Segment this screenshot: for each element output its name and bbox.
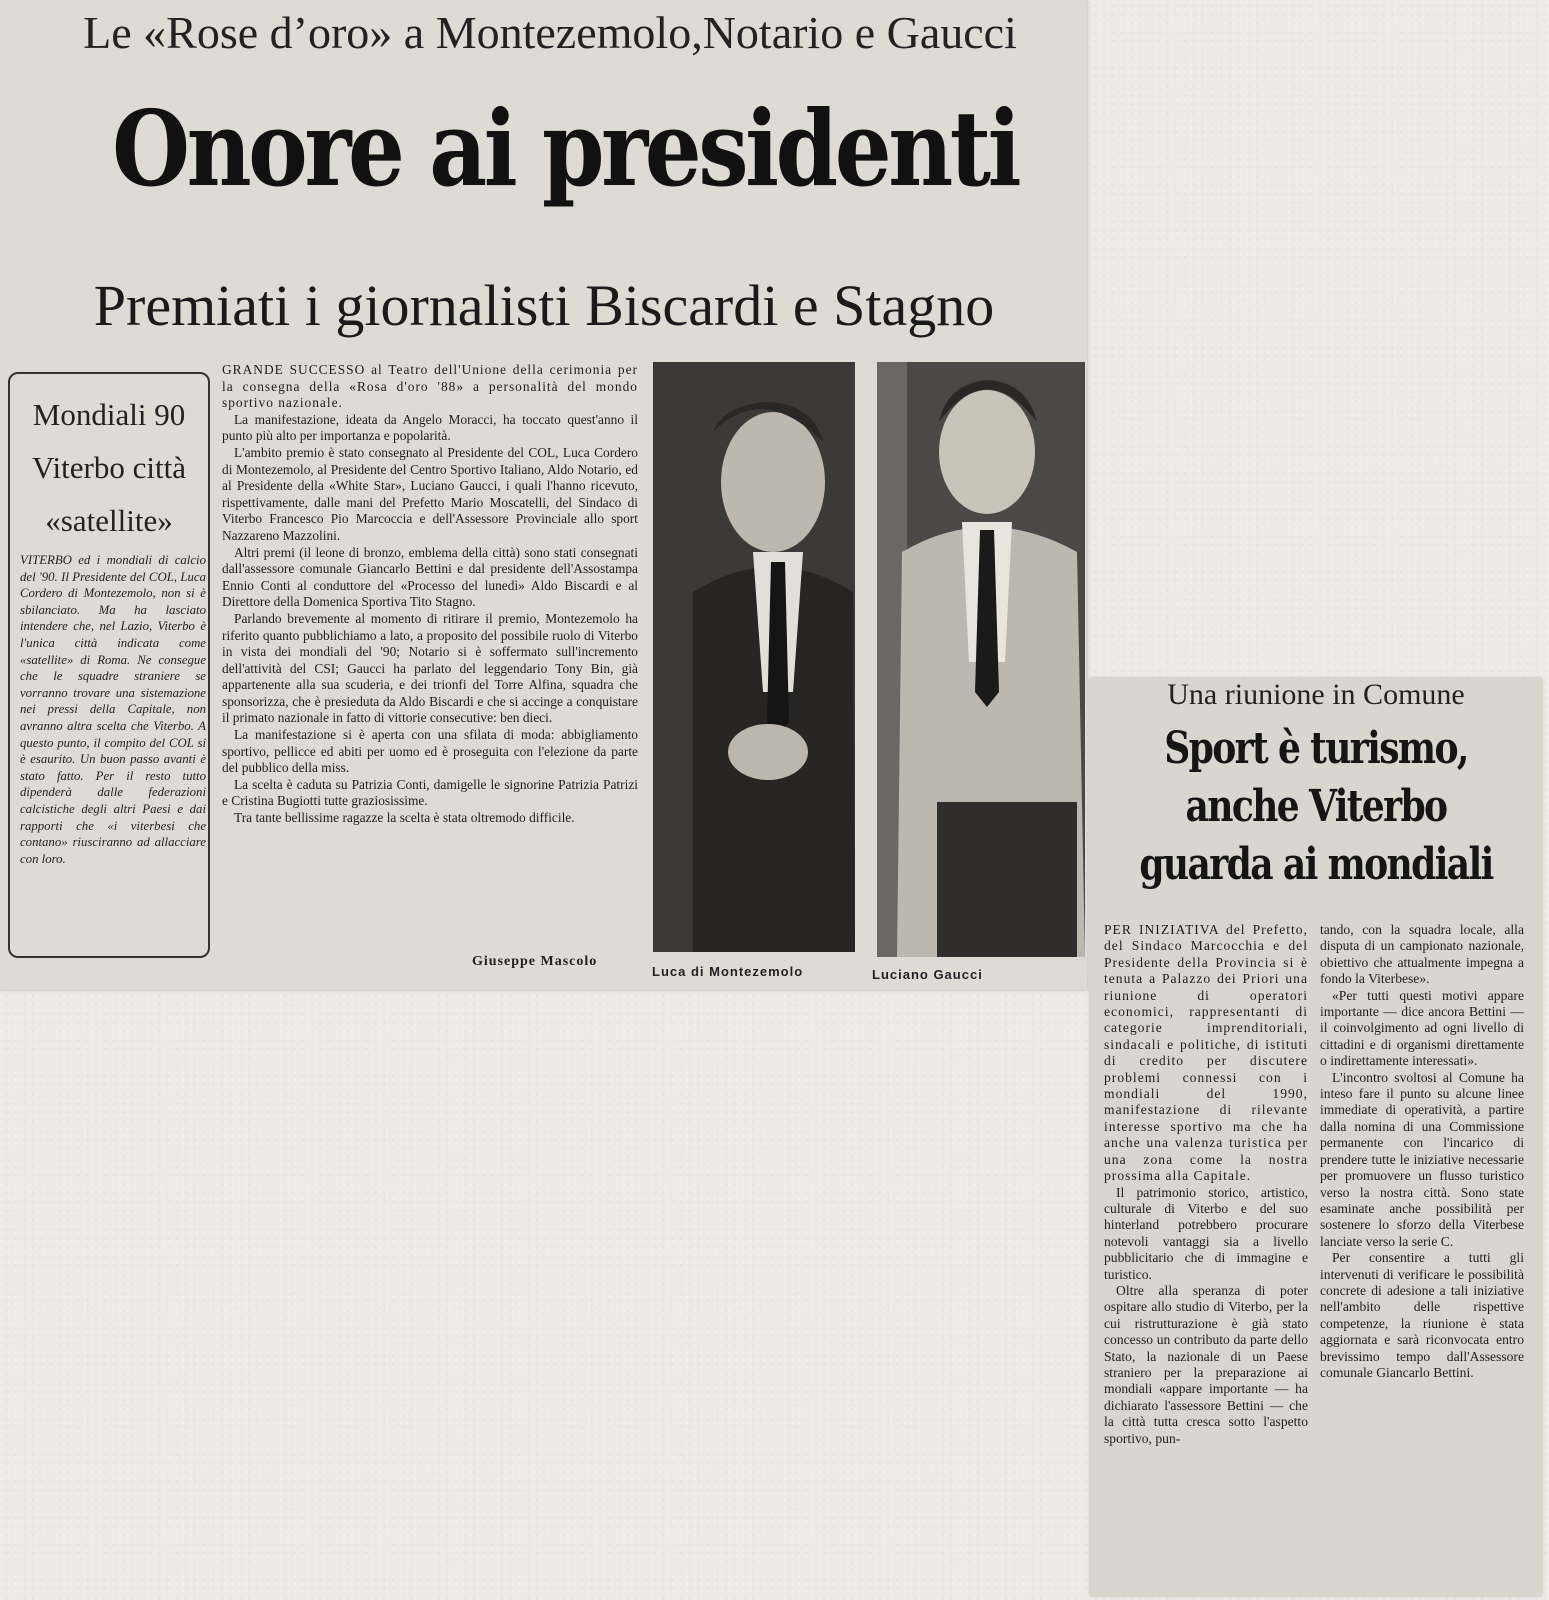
sidebar-box bbox=[8, 372, 210, 958]
article-paragraph: L'ambito premio è stato consegnato al Presidente del COL, Luca Cordero di Montezemolo, al Presidente del Centro Sportivo Italiano, Aldo Notario, ed al Presidente della «White Star», Luciano Gaucci, i quali l'hanno ricevuto, rispettivamente, dalle mani del Prefetto Mario Moscatelli, del Sindaco di Viterbo Francesco Pio Marcoccia e dell'Assessore Provinciale allo sport Nazzareno Mazzolini. bbox=[222, 444, 638, 543]
headline bbox=[1090, 720, 1542, 894]
photo-gaucci bbox=[877, 362, 1085, 957]
article-paragraph: GRANDE SUCCESSO al Teatro dell'Unione della cerimonia per la consegna della «Rosa d'oro '88» a personalità del mondo sportivo nazionale. bbox=[222, 362, 638, 411]
article-paragraph: La manifestazione si è aperta con una sfilata di moda: abbigliamento sportivo, pellicce ed abiti per uomo ed è proseguita con l'elezione da parte del pubblico della miss. bbox=[222, 727, 638, 776]
portrait-figure bbox=[877, 362, 1085, 957]
sidebar-body: VITERBO ed i mondiali di calcio del '90. Il Presidente del COL, Luca Cordero di Montezemolo, non si è sbilanciato. Ma ha lasciato intendere che, nel Lazio, Viterbo è l'unica città indicata come «satellite» di Roma. Ne consegue che le squadre straniere se vorranno trovare una sistemazione nei pressi della Capitale, non avranno altra scelta che Viterbo. A questo punto, il compito del COL si è esaurito. Un buon passo avanti è stato fatto. Per il resto tutto dipenderà dalle federazioni calcistiche degli altri Paesi e dai rapporti che «i viterbesi che contano» riusciranno ad allacciare con loro. bbox=[20, 553, 206, 866]
article-column-left bbox=[1104, 922, 1308, 1447]
article-paragraph: Tra tante bellissime ragazze la scelta è stata oltremodo difficile. bbox=[234, 810, 575, 826]
headline-line: guarda ai mondiali bbox=[1139, 839, 1493, 890]
article-paragraph: Altri premi (il leone di bronzo, emblema della città) sono stati consegnati dall'assessore comunale Giancarlo Bettini e dal presidente dell'Assostampa Ennio Conti al conduttore del «Processo del lunedì» Aldo Biscardi e al Direttore della Domenica Sportiva Tito Stagno. bbox=[222, 544, 638, 610]
article-paragraph: La manifestazione, ideata da Angelo Moracci, ha toccato quest'anno il punto più alto per importanza e popolarità. bbox=[222, 411, 638, 444]
sidebar-title-line: Mondiali 90 bbox=[32, 397, 186, 432]
article-paragraph: Parlando brevemente al momento di ritirare il premio, Montezemolo ha riferito quanto pubblichiamo a lato, a proposito del possibile ruolo di Viterbo in vista dei mondiali del '90; Notario si è soffermato sull'incremento dell'attività del CSI; Gaucci ha parlato del leggendario Tony Bin, già appartenente alla sua scuderia, e dei trionfi del Torre Alfina, squadra che sponsorizza, che è presieduta da Aldo Biscardi e che si accinge a conquistare il primato nazionale in fatto di vittorie consecutive: ben dieci. bbox=[222, 610, 638, 726]
article-body bbox=[222, 362, 638, 827]
article-paragraph: La scelta è caduta su Patrizia Conti, damigelle le signorine Patrizia Patrizi e Cristina Bugiotti tutte graziosissime. bbox=[222, 776, 638, 809]
headline-line: anche Viterbo bbox=[1185, 781, 1447, 832]
article-paragraph: «Per tutti questi motivi appare importante — dice ancora Bettini — il coinvolgimento ad ogni livello di cittadini e di organismi direttamente o indirettamente interessati». bbox=[1320, 987, 1524, 1069]
article-paragraph: L'incontro svoltosi al Comune ha inteso fare il punto su alcune linee immediate di operatività, a partire dalla nomina di una Commissione permanente con l'incarico di prendere tutte le iniziative necessarie per promuovere un flusso turistico verso la nostra città. Sono state esaminate anche possibilità per sostenere lo sforzo della Viterbese lanciate verso la serie C. bbox=[1320, 1069, 1524, 1249]
kicker: Le «Rose d’oro» a Montezemolo,Notario e Gaucci bbox=[83, 7, 1017, 58]
kicker: Una riunione in Comune bbox=[1167, 678, 1465, 711]
byline: Giuseppe Mascolo bbox=[472, 954, 598, 969]
photo-caption: Luca di Montezemolo bbox=[652, 964, 804, 979]
photo-caption: Luciano Gaucci bbox=[872, 967, 983, 982]
subheadline: Premiati i giornalisti Biscardi e Stagno bbox=[93, 273, 995, 338]
article-paragraph: tando, con la squadra locale, alla disputa di un campionato nazionale, obiettivo che attualmente impegna a fondo la Viterbese». bbox=[1320, 922, 1524, 987]
article-paragraph: Oltre alla speranza di poter ospitare allo studio di Viterbo, per la cui ristrutturazione è già stato concesso un contributo da parte dello Stato, la nazionale di un Paese straniero per la preparazione ai mondiali «appare importante — ha dichiarato l'assessore Bettini — che la città tutta cresca sotto l'aspetto sportivo, pun- bbox=[1104, 1282, 1308, 1446]
article-column-right bbox=[1320, 922, 1524, 1381]
headline-line: Sport è turismo, bbox=[1164, 723, 1468, 774]
sidebar-title-line: Viterbo città bbox=[32, 450, 186, 485]
newspaper-clipping-secondary bbox=[1090, 678, 1542, 1596]
photo-montezemolo bbox=[653, 362, 855, 952]
sidebar-title-line: «satellite» bbox=[45, 503, 173, 538]
article-paragraph: Il patrimonio storico, artistico, culturale di Viterbo e del suo hinterland potrebbero procurare notevoli vantaggi sia a livello pubblicitario che di immagine e turistico. bbox=[1104, 1184, 1308, 1282]
article-paragraph: Per consentire a tutti gli intervenuti di verificare le possibilità concrete di adesione a tali iniziative nell'ambito delle rispettive competenze, la riunione è stata aggiornata e sarà riconvocata entro brevissimo tempo dall'Assessore comunale Giancarlo Bettini. bbox=[1320, 1250, 1524, 1380]
sidebar-title bbox=[14, 388, 204, 547]
headline: Onore ai presidenti bbox=[112, 87, 1019, 210]
newspaper-clipping-main bbox=[0, 0, 1087, 990]
article-paragraph: PER INIZIATIVA del Prefetto, del Sindaco Marcocchia e del Presidente della Provincia si è tenuta a Palazzo dei Priori una riunione di operatori economici, rappresentanti di categorie imprenditoriali, sindacali e politiche, di istituti di credito per discutere problemi connessi con i mondiali del 1990, manifestazione di rilevante interesse sportivo ma che ha anche una valenza turistica per una zona come la nostra prossima alla Capitale. bbox=[1104, 922, 1308, 1184]
portrait-figure bbox=[653, 362, 855, 952]
